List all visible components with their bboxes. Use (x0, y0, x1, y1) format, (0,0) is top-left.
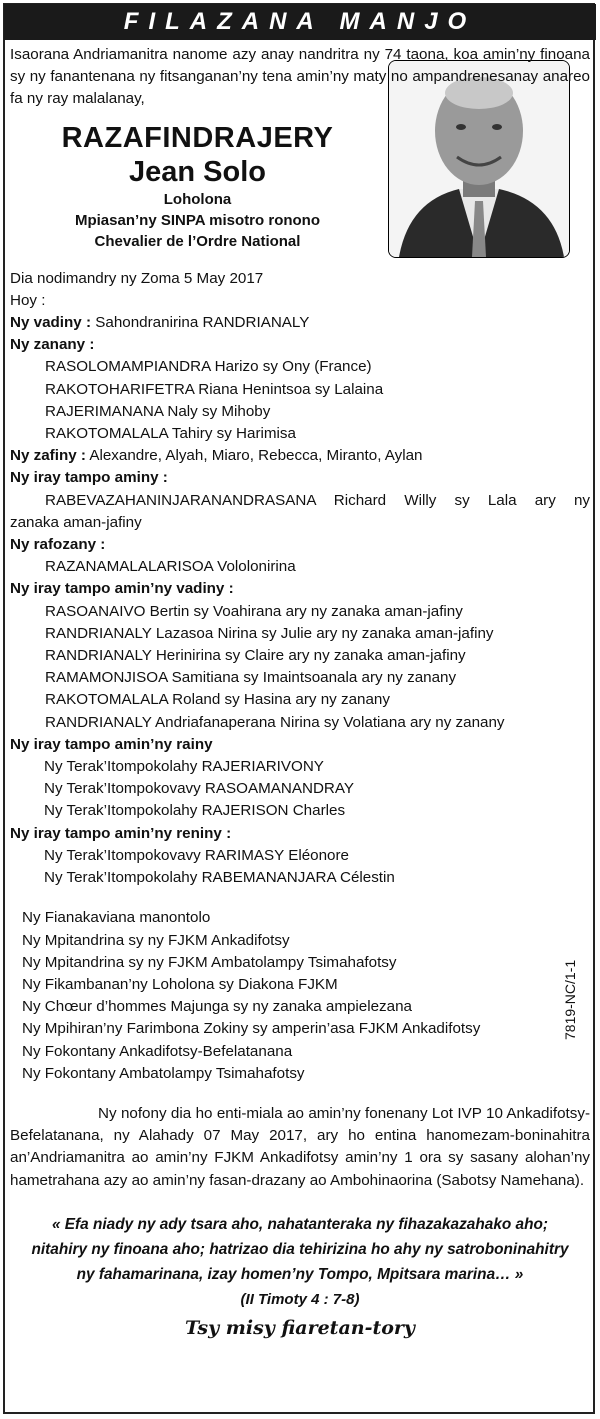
closing-line: Tsy misy fiaretan-tory (185, 1316, 415, 1339)
intro-text: Isaorana Andriamanitra nanome azy anay nandritra ny 74 taona, koa amin’ny finoana sy ny fanantenana ny fitsanganan’ny tena amin’ny maty no ampandrenesanay anareo fa ny ray malalanay, (10, 46, 590, 108)
list-item: Ny Fianakaviana manontolo (22, 909, 211, 927)
deceased-title: Mpiasan’ny SINPA misotro ronono (74, 211, 321, 229)
list-item: RANDRIANALY Herinirina sy Claire ary ny zanaka aman-jafiny (45, 647, 466, 665)
list-item: RAKOTOHARIFETRA Riana Henintsoa sy Lalaina (45, 380, 384, 398)
quote-line: ny fahamarinana, izay homen’ny Tompo, Mpitsara marina… » (76, 1265, 524, 1283)
quote-reference: (II Timoty 4 : 7-8) (240, 1290, 360, 1308)
funeral-text: Ny nofony dia ho enti-miala ao amin’ny fonenany Lot IVP 10 Ankadifotsy-Befelatanana, ny Alahady 07 May 2017, ary ho entina hanomezam-boninahitra an’Andriamanitra ao amin’ny FJKM Ankadifotsy amin’ny 1 ora sy sasany alohan’ny hametrahana azy ao amin’ny fasan-drazany ao Ambohinaorina (Sabotsy Namehana). (10, 1104, 590, 1189)
list-item: RANDRIANALY Lazasoa Nirina sy Julie ary ny zanaka aman-jafiny (45, 624, 494, 642)
list-item: Ny Mpitandrina sy ny FJKM Ambatolampy Tsimahafotsy (22, 953, 397, 971)
father-siblings-label: Ny iray tampo amin’ny rainy (10, 735, 213, 753)
list-item: Ny Terak’Itompokolahy RABEMANANJARA Célestin (44, 869, 395, 887)
deceased-surname: RAZAFINDRAJERY (61, 121, 334, 154)
list-item: Ny Terak’Itompokolahy RAJERISON Charles (44, 802, 346, 820)
deceased-given-name: Jean Solo (129, 155, 266, 188)
hoy-label: Hoy : (10, 291, 46, 309)
list-item: Ny Terak’Itompokolahy RAJERIARIVONY (44, 758, 324, 776)
list-item: Ny Terak’Itompokovavy RARIMASY Eléonore (44, 846, 350, 864)
list-item: Ny Chœur d’hommes Majunga sy ny zanaka ampielezana (22, 998, 412, 1016)
funeral-paragraph (10, 1103, 590, 1192)
spouse-line (10, 312, 590, 334)
list-item: RAZANAMALALARISOA Vololonirina (45, 558, 296, 576)
deceased-title: Loholona (163, 190, 232, 208)
list-item: Ny Terak’Itompokovavy RASOAMANANDRAY (44, 780, 355, 798)
family-list (10, 268, 590, 890)
list-item: RASOANAIVO Bertin sy Voahirana ary ny zanaka aman-jafiny (45, 602, 463, 620)
spouse-label: Ny vadiny : (10, 314, 92, 332)
sister-label: Ny rafozany : (10, 536, 106, 554)
spouse-siblings-label: Ny iray tampo amin’ny vadiny : (10, 580, 234, 598)
list-item: Ny Fokontany Ambatolampy Tsimahafotsy (22, 1064, 305, 1082)
list-item: RAMAMONJISOA Samitiana sy Imaintsoanala ary ny zanany (45, 669, 457, 687)
notice-content (10, 44, 590, 1339)
list-item: RANDRIANALY Andriafanaperana Nirina sy Volatiana ary ny zanany (45, 713, 505, 731)
notice-banner: FILAZANA MANJO (4, 4, 596, 40)
grandchildren-label: Ny zafiny : (10, 447, 86, 465)
list-item: RAKOTOMALALA Tahiry sy Harimisa (45, 425, 296, 443)
list-item: zanaka aman-jafiny (10, 513, 142, 531)
reference-code: 7819-NC/1-1 (562, 959, 578, 1040)
grandchildren-value: Alexandre, Alyah, Miaro, Rebecca, Miranto, Aylan (85, 447, 423, 465)
bible-quote (10, 1212, 590, 1287)
deceased-header (10, 121, 385, 252)
list-item: RAKOTOMALALA Roland sy Hasina ary ny zanany (45, 691, 390, 709)
organizations-list (10, 907, 590, 1085)
grandchildren-line (10, 445, 590, 467)
date-line: Dia nodimandry ny Zoma 5 May 2017 (10, 269, 264, 287)
list-item: Ny Fokontany Ankadifotsy-Befelatanana (22, 1042, 293, 1060)
list-item: Ny Mpihiran’ny Farimbona Zokiny sy amperin’asa FJKM Ankadifotsy (22, 1020, 481, 1038)
list-item: Ny Mpitandrina sy ny FJKM Ankadifotsy (22, 931, 290, 949)
list-item: RASOLOMAMPIANDRA Harizo sy Ony (France) (45, 358, 372, 376)
list-item: RAJERIMANANA Naly sy Mihoby (45, 402, 271, 420)
children-label: Ny zanany : (10, 336, 95, 354)
quote-line: « Efa niady ny ady tsara aho, nahatanteraka ny fihazakazahako aho; (51, 1215, 549, 1233)
list-item: Ny Fikambanan’ny Loholona sy Diakona FJKM (22, 975, 338, 993)
deceased-title: Chevalier de l’Ordre National (94, 232, 301, 250)
siblings-label: Ny iray tampo aminy : (10, 469, 168, 487)
quote-line: nitahiry ny finoana aho; hatrizao dia tehirizina ho ahy ny satroboninahitry (31, 1240, 569, 1258)
spouse-value: Sahondranirina RANDRIANALY (91, 314, 310, 332)
mother-siblings-label: Ny iray tampo amin’ny reniny : (10, 824, 232, 842)
list-item: RABEVAZAHANINJARANANDRASANA Richard Willy sy Lala ary ny (45, 491, 590, 509)
